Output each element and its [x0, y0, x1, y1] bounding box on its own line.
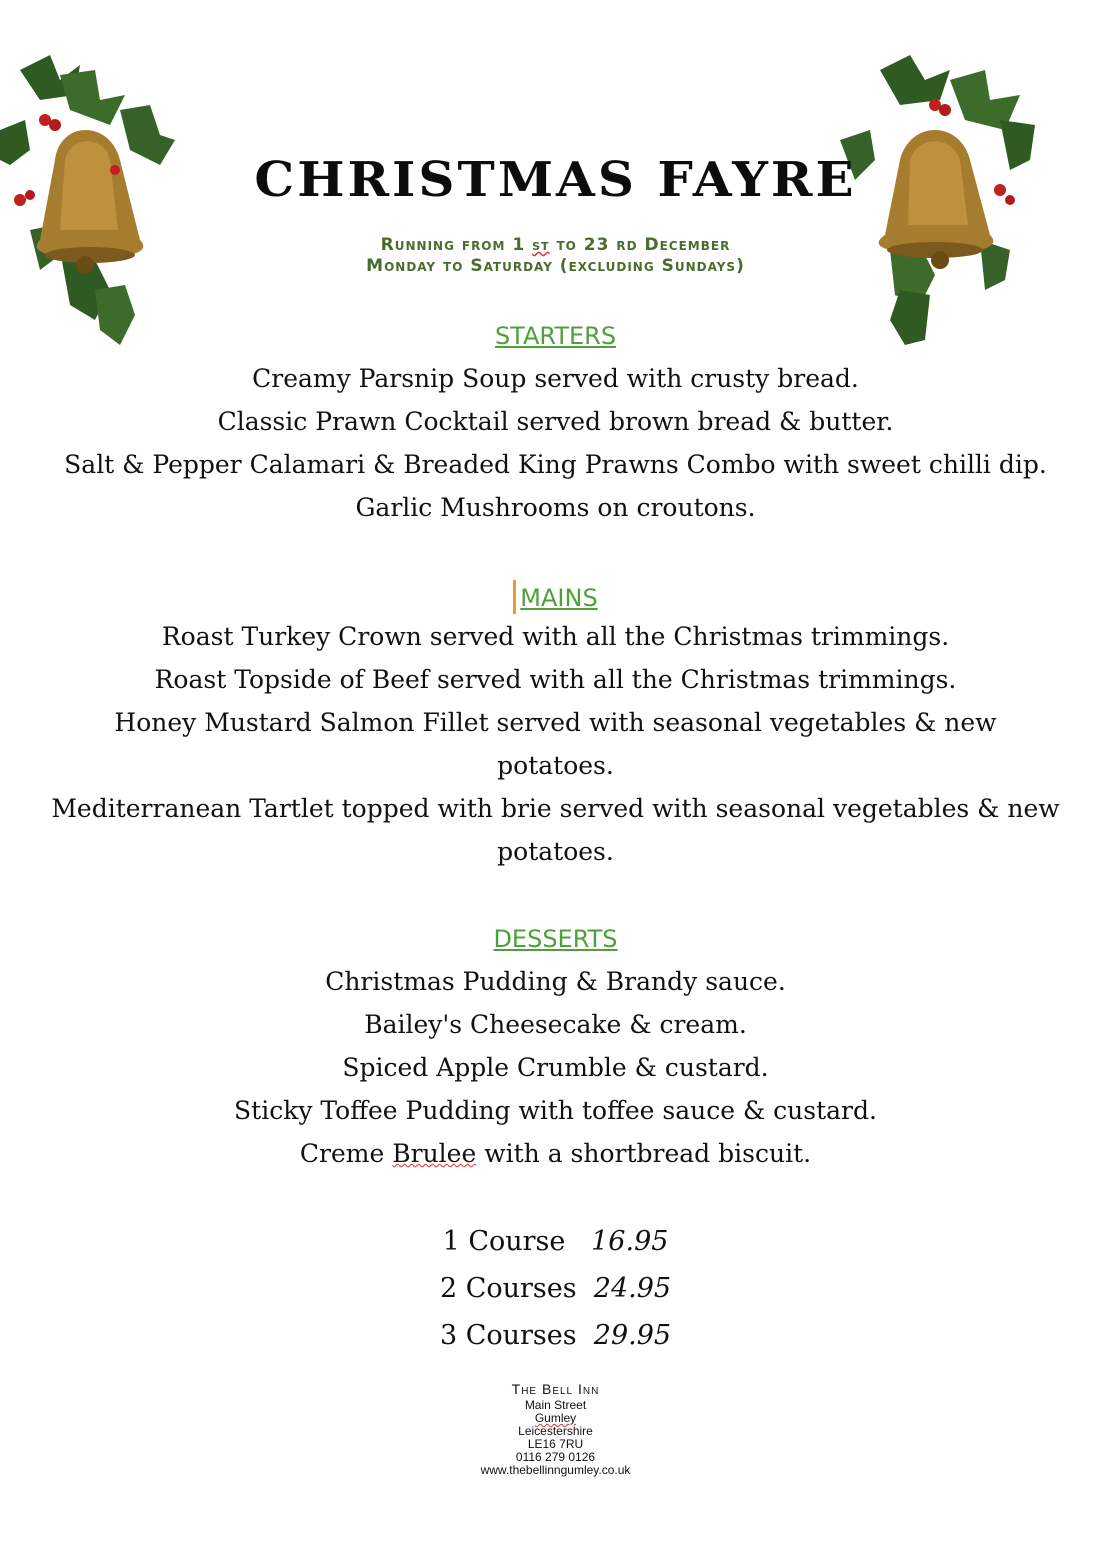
price-label: 1 Course	[442, 1226, 592, 1257]
main-item: potatoes.	[497, 837, 614, 866]
text-cursor	[513, 580, 516, 614]
price-amount: 16.95	[591, 1226, 669, 1257]
dessert-item: Sticky Toffee Pudding with toffee sauce & custard.	[234, 1096, 877, 1125]
mains-heading-row	[0, 580, 1111, 614]
footer-phone: 0116 279 0126	[515, 1450, 596, 1464]
dessert-item-misspelled-word: Brulee	[392, 1139, 477, 1168]
price-amount: 24.95	[593, 1273, 672, 1304]
subtitle-dates-suffix: to 23 rd December	[549, 235, 731, 255]
footer-village-text: Gumley	[534, 1411, 577, 1425]
main-item: Roast Topside of Beef served with all the Christmas trimmings.	[154, 665, 957, 694]
price-label: 3 Courses	[439, 1320, 594, 1351]
footer-street: Main Street	[524, 1398, 587, 1412]
price-row	[0, 1273, 1111, 1304]
desserts-heading: DESSERTS	[493, 925, 618, 953]
main-item: potatoes.	[497, 751, 614, 780]
price-row	[0, 1320, 1111, 1351]
price-row	[0, 1226, 1111, 1257]
dessert-item: Spiced Apple Crumble & custard.	[342, 1053, 769, 1082]
price-amount: 29.95	[593, 1320, 672, 1351]
price-label: 2 Courses	[439, 1273, 594, 1304]
main-item: Mediterranean Tartlet topped with brie served with seasonal vegetables & new	[51, 794, 1060, 823]
footer-county: Leicestershire	[518, 1424, 593, 1438]
starter-item: Classic Prawn Cocktail served brown bread & butter.	[217, 407, 894, 436]
starter-item: Creamy Parsnip Soup served with crusty bread.	[252, 364, 859, 393]
subtitle-dates-ordinal: st	[532, 236, 550, 254]
dessert-item: Bailey's Cheesecake & cream.	[364, 1010, 747, 1039]
starter-item: Salt & Pepper Calamari & Breaded King Prawns Combo with sweet chilli dip.	[64, 450, 1047, 479]
footer-website: www.thebellinngumley.co.uk	[480, 1463, 631, 1477]
dessert-item: Christmas Pudding & Brandy sauce.	[325, 967, 786, 996]
dessert-item-prefix: Creme	[299, 1139, 393, 1168]
subtitle-dates-prefix: Running from 1	[380, 235, 533, 255]
starter-item: Garlic Mushrooms on croutons.	[355, 493, 756, 522]
main-item: Roast Turkey Crown served with all the Christmas trimmings.	[161, 622, 950, 651]
dessert-item	[0, 1139, 1111, 1168]
main-item: Honey Mustard Salmon Fillet served with seasonal vegetables & new	[114, 708, 997, 737]
starters-heading: STARTERS	[494, 322, 617, 350]
page-title: CHRISTMAS FAYRE	[254, 151, 857, 208]
dessert-item-suffix: with a shortbread biscuit.	[476, 1139, 812, 1168]
subtitle-dates	[0, 235, 1111, 255]
subtitle-days: Monday to Saturday (excluding Sundays)	[366, 256, 745, 276]
mains-heading: MAINS	[520, 584, 598, 612]
footer-venue-name: The Bell Inn	[511, 1381, 600, 1397]
footer-postcode: LE16 7RU	[527, 1437, 584, 1451]
